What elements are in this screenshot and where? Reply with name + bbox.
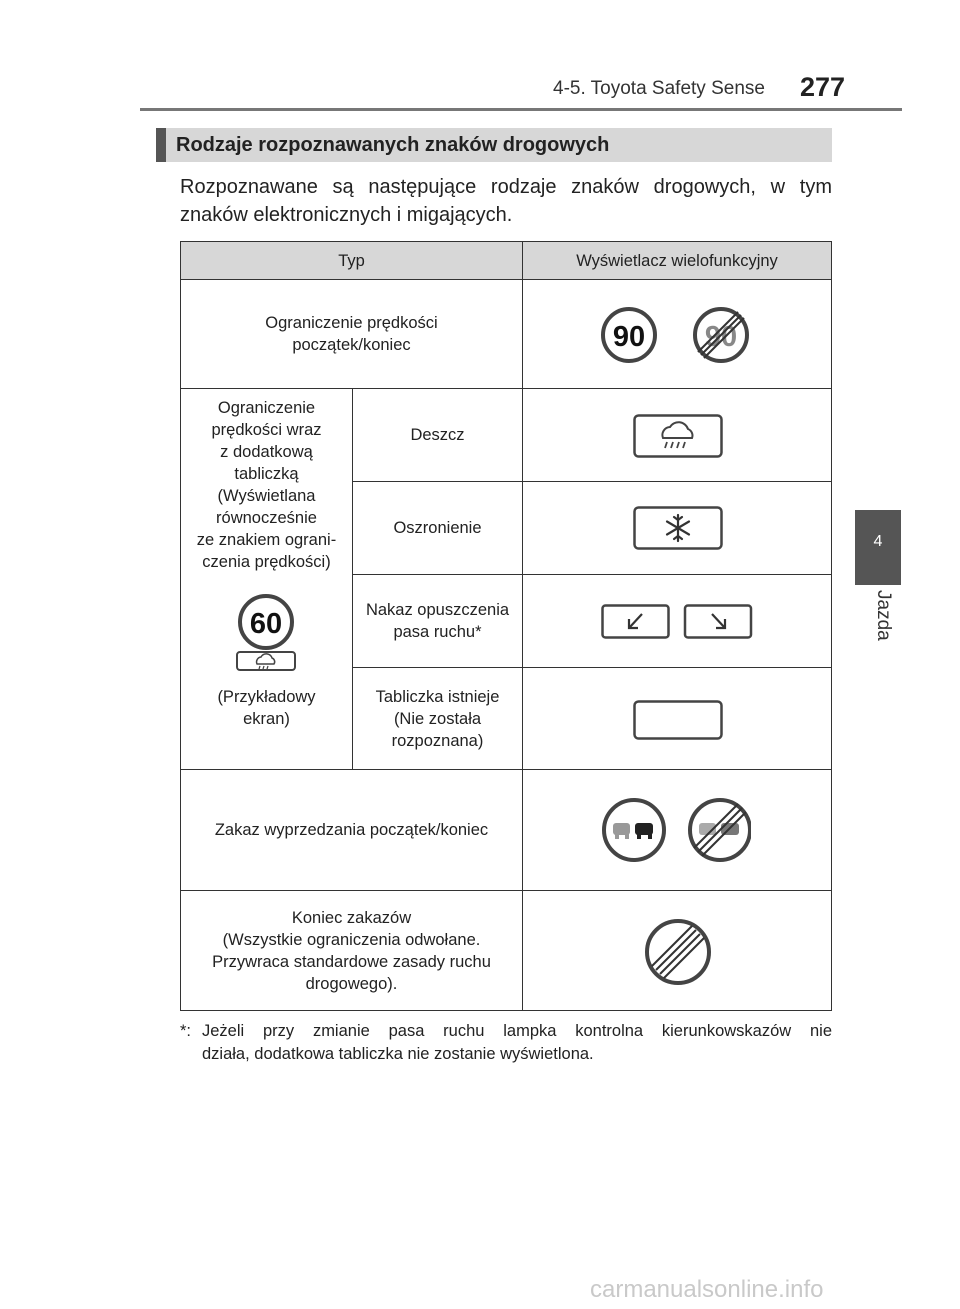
lane-arrows-icon (601, 604, 753, 640)
row-end-restrictions-label: Koniec zakazów (Wszystkie ograniczenia odwołane. Przywraca standardowe zasady ruchu drogowego). (212, 908, 491, 993)
watermark: carmanualsonline.info (590, 1276, 824, 1303)
row-speed-limit-label: Ograniczenie prędkości początek/koniec (265, 314, 438, 354)
no-overtaking-signs (601, 797, 751, 863)
snowflake-icon (633, 506, 723, 550)
intro-line-1: Rozpoznawane są następujące rodzaje znaków drogowych, w tym (180, 176, 832, 198)
rain-cloud-icon (633, 414, 723, 458)
speed-limit-value: 90 (612, 321, 646, 353)
example-caption: (Przykładowy ekran) (217, 688, 316, 728)
no-overtaking-end-icon (690, 800, 750, 860)
speed-limit-start-icon (603, 309, 655, 361)
end-of-restrictions-icon (644, 918, 712, 986)
no-overtaking-start-icon (604, 800, 664, 860)
intro-paragraph (180, 173, 832, 229)
header-rule (140, 108, 902, 111)
footnote-line-1: Jeżeli przy zmianie pasa ruchu lampka kontrolna kierunkowskazów nie (202, 1022, 832, 1040)
header-display: Wyświetlacz wielofunkcyjny (576, 251, 778, 270)
speed-limit-signs (601, 307, 751, 363)
blank-plate-icon (633, 700, 723, 740)
row-no-overtaking-label: Zakaz wyprzedzania początek/koniec (214, 821, 489, 839)
row-rain-label: Deszcz (410, 426, 465, 444)
section-heading-accent (156, 128, 166, 162)
intro-line-2: znaków elektronicznych i migających. (180, 204, 513, 226)
row-plate-unrecognized-label: Tabliczka istnieje (Nie została rozpoznana) (375, 687, 500, 750)
page-number: 277 (800, 72, 846, 102)
supplementary-group-label: Ograniczenie prędkości wraz z dodatkową tabliczką (Wyświetlana równocześnie ze znakiem ograni- czenia prędkości) (196, 399, 337, 571)
speed-limit-end-icon (695, 309, 747, 361)
chapter-tab-label: Jazda (873, 590, 894, 641)
chapter-tab-number: 4 (873, 533, 883, 550)
section-title: Rodzaje rozpoznawanych znaków drogowych (176, 134, 610, 156)
footnote-line-2: działa, dodatkowa tabliczka nie zostanie wyświetlona. (202, 1045, 594, 1063)
header-type: Typ (338, 251, 365, 270)
grid-line (522, 242, 523, 1010)
example-screen-icon (233, 594, 299, 672)
sign-types-table (180, 241, 832, 1011)
speed-limit-end-value: 90 (704, 321, 738, 353)
footnote-marker: *: (180, 1022, 192, 1040)
example-speed-value: 60 (249, 608, 283, 640)
running-header-section: 4-5. Toyota Safety Sense (553, 78, 765, 99)
row-lane-change-label: Nakaz opuszczenia pasa ruchu* (365, 601, 510, 641)
row-frost-label: Oszronienie (393, 519, 482, 537)
